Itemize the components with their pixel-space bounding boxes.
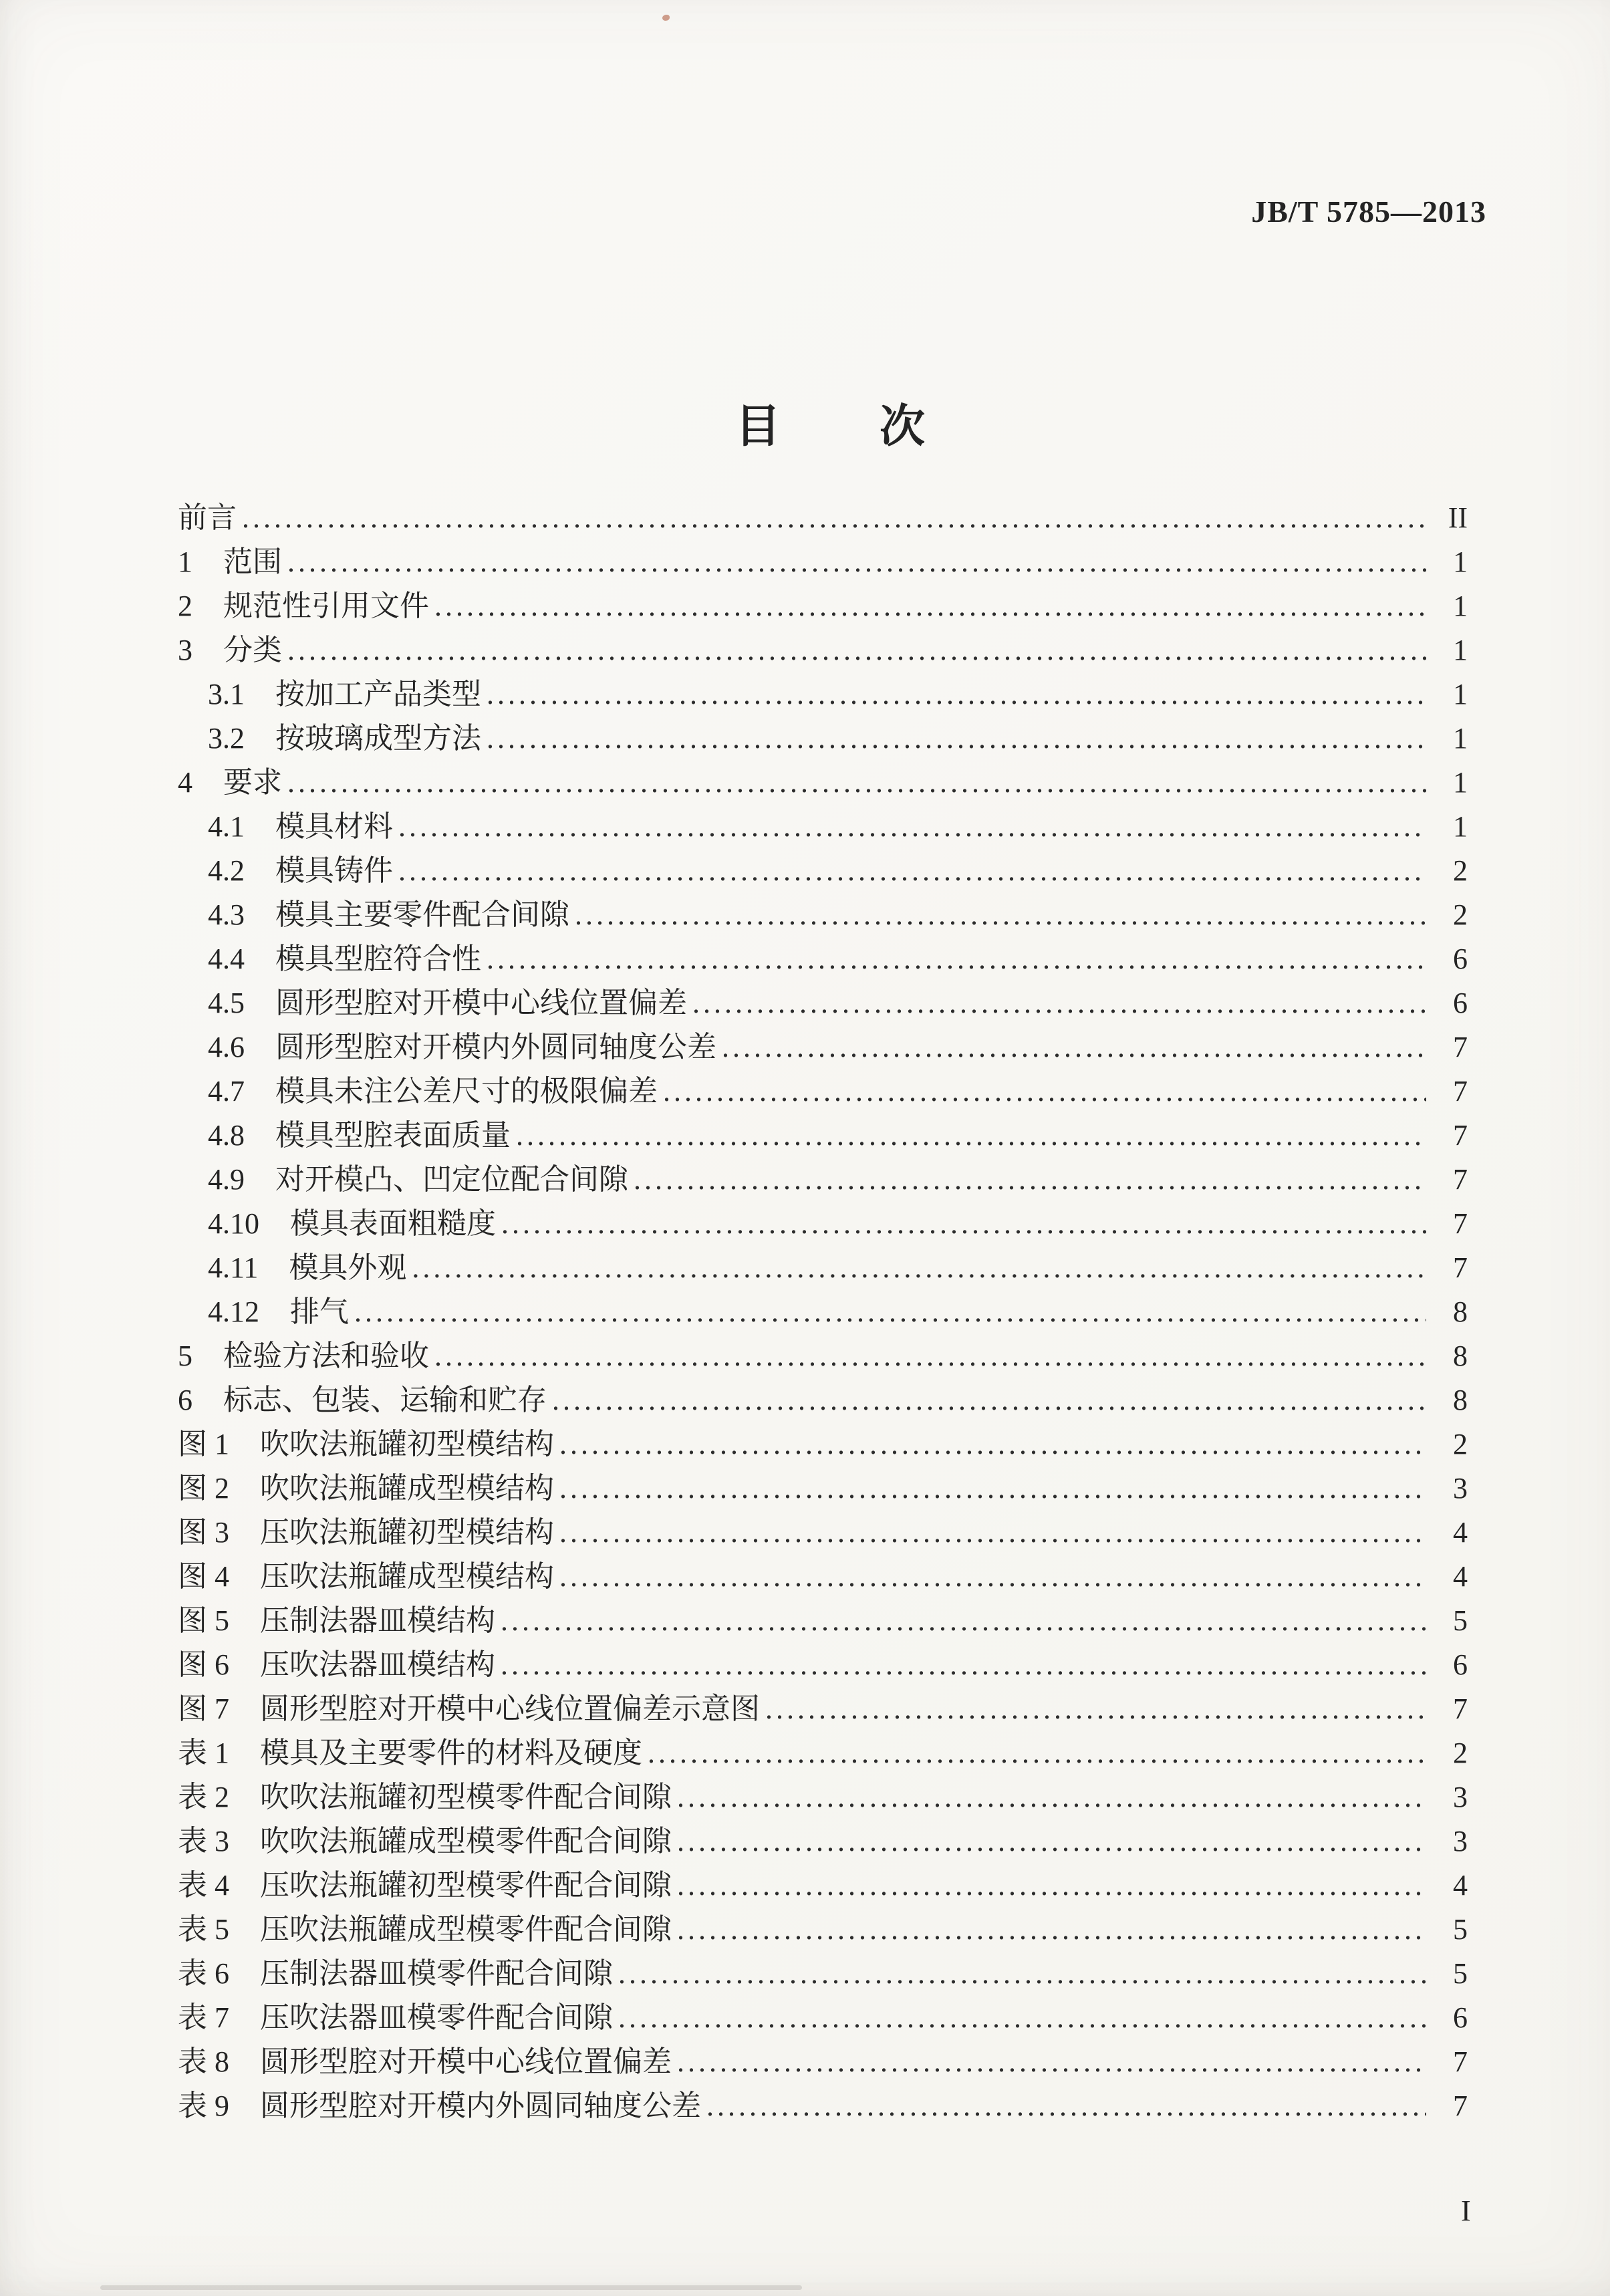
toc-entry-label: 圆形型腔对开模中心线位置偏差 [275, 987, 687, 1019]
toc-entry-page: 2 [1453, 1428, 1468, 1460]
toc-entry-number: 表 4 [178, 1869, 229, 1902]
toc-entry-number: 图 4 [178, 1560, 229, 1593]
toc-entry-page: 3 [1453, 1472, 1468, 1505]
toc-entry [178, 1334, 1468, 1378]
toc-entry [178, 981, 1468, 1025]
toc-entry-page: 2 [1453, 1737, 1468, 1769]
dot-leader [706, 2084, 1426, 2128]
toc-entry-number: 表 1 [178, 1737, 229, 1769]
toc-entry-label: 模具材料 [275, 810, 393, 843]
toc-entry-page: 7 [1453, 1207, 1468, 1240]
toc-entry [178, 1643, 1468, 1687]
toc-entry-page: 1 [1453, 722, 1468, 755]
toc-entry [178, 1687, 1468, 1731]
toc-entry-page: 1 [1453, 590, 1468, 622]
dot-leader [287, 628, 1426, 672]
toc-entry [178, 1731, 1468, 1775]
toc-entry [178, 1025, 1468, 1069]
toc-entry-page: 7 [1453, 1075, 1468, 1108]
toc-entry-number: 表 9 [178, 2089, 229, 2122]
toc-entry [178, 1511, 1468, 1555]
dot-leader [648, 1731, 1426, 1775]
dot-leader [487, 672, 1426, 717]
toc-entry-page: 8 [1453, 1340, 1468, 1372]
dot-leader [559, 1422, 1426, 1466]
dot-leader [559, 1466, 1426, 1511]
dot-leader [434, 1334, 1426, 1378]
dot-leader [677, 1908, 1426, 1952]
dot-leader [692, 981, 1426, 1025]
toc-entry [178, 1908, 1468, 1952]
dot-leader [663, 1069, 1426, 1114]
dot-leader [287, 540, 1426, 584]
toc-entry-label: 排气 [290, 1295, 349, 1328]
dot-leader [634, 1158, 1426, 1202]
toc-entry-label: 压制法器皿模结构 [260, 1604, 495, 1637]
toc-entry-label: 分类 [223, 634, 282, 666]
toc-entry-number: 4.2 [208, 854, 245, 887]
toc-entry-page: 7 [1453, 1163, 1468, 1196]
toc-entry-page: 5 [1453, 1913, 1468, 1946]
toc-entry-number: 表 5 [178, 1913, 229, 1946]
toc-entry-label: 模具型腔表面质量 [275, 1119, 511, 1152]
toc-entry [178, 1555, 1468, 1599]
dot-leader [575, 893, 1426, 937]
toc-entry-number: 图 7 [178, 1692, 229, 1725]
dot-leader [552, 1378, 1426, 1422]
dot-leader [677, 1819, 1426, 1864]
toc-entry [178, 1775, 1468, 1819]
toc-entry-label: 要求 [223, 766, 282, 799]
dot-leader [434, 584, 1426, 628]
toc-entry [178, 937, 1468, 981]
toc-entry [178, 1246, 1468, 1290]
dot-leader [722, 1025, 1426, 1069]
dot-leader [242, 496, 1426, 540]
toc-entry-page: 5 [1453, 1604, 1468, 1637]
toc-entry-label: 规范性引用文件 [223, 590, 429, 622]
toc-entry [178, 717, 1468, 761]
toc-entry [178, 1422, 1468, 1466]
toc-entry-number: 3.1 [208, 678, 245, 711]
toc-entry [178, 761, 1468, 805]
toc-entry-number: 4.10 [208, 1207, 259, 1240]
dot-leader [487, 937, 1426, 981]
toc-entry-number: 4.4 [208, 942, 245, 975]
dot-leader [677, 1775, 1426, 1819]
toc-entry [178, 1378, 1468, 1422]
toc-entry [178, 672, 1468, 717]
dot-leader [765, 1687, 1426, 1731]
toc-entry-number: 表 8 [178, 2045, 229, 2078]
toc-entry-label: 模具外观 [289, 1251, 407, 1284]
toc-entry-label: 检验方法和验收 [223, 1340, 429, 1372]
toc-entry-number: 表 7 [178, 2001, 229, 2034]
toc-entry-label: 压吹法瓶罐初型模零件配合间隙 [260, 1869, 672, 1902]
toc-entry-number: 4.3 [208, 898, 245, 931]
toc-entry-label: 按加工产品类型 [275, 678, 481, 711]
toc-entry [178, 2084, 1468, 2128]
standard-doc-number: JB/T 5785—2013 [1251, 195, 1486, 229]
dot-leader [559, 1511, 1426, 1555]
toc-entry-page: 1 [1453, 634, 1468, 666]
toc-entry-page: 3 [1453, 1825, 1468, 1858]
toc-entry [178, 2040, 1468, 2084]
toc-entry-label: 压吹法瓶罐成型模零件配合间隙 [260, 1913, 672, 1946]
toc-entry-label: 模具铸件 [275, 854, 393, 887]
toc-entry-number: 4.1 [208, 810, 245, 843]
toc-entry [178, 1466, 1468, 1511]
toc-entry-page: 3 [1453, 1781, 1468, 1813]
dot-leader [412, 1246, 1426, 1290]
toc-entry-number: 6 [178, 1384, 192, 1416]
toc-entry-number: 表 6 [178, 1957, 229, 1990]
toc-entry-number: 4.8 [208, 1119, 245, 1152]
toc-entry-label: 压吹法瓶罐成型模结构 [260, 1560, 554, 1593]
toc-entry [178, 1114, 1468, 1158]
dot-leader [677, 2040, 1426, 2084]
toc-entry [178, 1952, 1468, 1996]
toc-entry-number: 图 3 [178, 1516, 229, 1549]
toc-entry-page: 5 [1453, 1957, 1468, 1990]
toc-entry-page: 1 [1453, 545, 1468, 578]
toc-entry-label: 圆形型腔对开模内外圆同轴度公差 [275, 1031, 716, 1063]
toc-entry-number: 4.12 [208, 1295, 259, 1328]
toc-entry-page: 7 [1453, 1692, 1468, 1725]
toc-entry-number: 图 5 [178, 1604, 229, 1637]
toc-entry-page: 7 [1453, 1119, 1468, 1152]
toc-entry [178, 849, 1468, 893]
toc-entry-page: 7 [1453, 2089, 1468, 2122]
toc-entry-label: 压制法器皿模零件配合间隙 [260, 1957, 613, 1990]
toc-entry-number: 4.6 [208, 1031, 245, 1063]
toc-entry [178, 1158, 1468, 1202]
toc-entry-label: 模具未注公差尺寸的极限偏差 [275, 1075, 658, 1108]
toc-entry [178, 805, 1468, 849]
toc-entry-page: 6 [1453, 942, 1468, 975]
toc-entry-label: 压吹法器皿模零件配合间隙 [260, 2001, 613, 2034]
toc-entry-page: 6 [1453, 1648, 1468, 1681]
dot-leader [618, 1952, 1426, 1996]
toc-entry-number: 4.9 [208, 1163, 245, 1196]
toc-entry-number: 3 [178, 634, 192, 666]
toc-entry-number: 1 [178, 545, 192, 578]
toc-entry-page: 6 [1453, 2001, 1468, 2034]
toc-entry-label: 圆形型腔对开模中心线位置偏差示意图 [260, 1692, 760, 1725]
dot-leader [501, 1643, 1426, 1687]
toc-entry-label: 标志、包装、运输和贮存 [223, 1384, 547, 1416]
toc-entry-label: 压吹法器皿模结构 [260, 1648, 495, 1681]
toc-entry [178, 1819, 1468, 1864]
toc-entry-label: 吹吹法瓶罐初型模结构 [260, 1428, 554, 1460]
toc-entry [178, 893, 1468, 937]
toc-entry-page: II [1448, 501, 1468, 534]
dot-leader [559, 1555, 1426, 1599]
dot-leader [398, 849, 1426, 893]
dot-leader [501, 1202, 1426, 1246]
toc-entry-label: 对开模凸、凹定位配合间隙 [275, 1163, 628, 1196]
toc-entry [178, 628, 1468, 672]
dot-leader [487, 717, 1426, 761]
toc-entry [178, 1864, 1468, 1908]
toc-entry-number: 4.7 [208, 1075, 245, 1108]
toc-entry-number: 5 [178, 1340, 192, 1372]
toc-entry [178, 1290, 1468, 1334]
toc-entry-page: 6 [1453, 987, 1468, 1019]
toc-entry [178, 540, 1468, 584]
page-number: I [1461, 2194, 1471, 2227]
dot-leader [287, 761, 1426, 805]
toc-entry-label: 吹吹法瓶罐成型模零件配合间隙 [260, 1825, 672, 1858]
toc-entry-label: 模具主要零件配合间隙 [275, 898, 569, 931]
toc-entry-label: 前言 [178, 501, 237, 534]
toc-entry-label: 模具型腔符合性 [275, 942, 481, 975]
toc-entry-label: 吹吹法瓶罐成型模结构 [260, 1472, 554, 1505]
toc-entry-label: 范围 [223, 545, 282, 578]
toc-entry-number: 4.5 [208, 987, 245, 1019]
toc-entry-number: 3.2 [208, 722, 245, 755]
toc-entry-page: 8 [1453, 1384, 1468, 1416]
toc-entry-number: 表 3 [178, 1825, 229, 1858]
toc-entry-number: 图 6 [178, 1648, 229, 1681]
toc-entry-number: 图 2 [178, 1472, 229, 1505]
dot-leader [354, 1290, 1426, 1334]
red-ink-speck [662, 15, 670, 21]
toc-entry-label: 吹吹法瓶罐初型模零件配合间隙 [260, 1781, 672, 1813]
toc-entry-page: 2 [1453, 854, 1468, 887]
toc-entry-page: 4 [1453, 1869, 1468, 1902]
toc-entry-label: 模具表面粗糙度 [290, 1207, 496, 1240]
toc-entry-page: 2 [1453, 898, 1468, 931]
toc-entry [178, 1996, 1468, 2040]
toc-entry-page: 8 [1453, 1295, 1468, 1328]
toc-entry-number: 4.11 [208, 1251, 259, 1284]
dot-leader [398, 805, 1426, 849]
toc-entry [178, 496, 1468, 540]
dot-leader [618, 1996, 1426, 2040]
toc-entry-number: 图 1 [178, 1428, 229, 1460]
dot-leader [501, 1599, 1426, 1643]
toc-entry [178, 1069, 1468, 1114]
toc-entry [178, 1202, 1468, 1246]
toc-entry-page: 4 [1453, 1560, 1468, 1593]
toc-entry-page: 1 [1453, 810, 1468, 843]
toc-entry-label: 圆形型腔对开模内外圆同轴度公差 [260, 2089, 701, 2122]
toc-entry-number: 表 2 [178, 1781, 229, 1813]
toc-entry-label: 按玻璃成型方法 [275, 722, 481, 755]
page-title: 目 次 [734, 400, 952, 452]
dot-leader [516, 1114, 1426, 1158]
toc-entry-page: 7 [1453, 2045, 1468, 2078]
scan-smudge [100, 2285, 802, 2290]
toc-entry-page: 1 [1453, 766, 1468, 799]
toc-entry-label: 模具及主要零件的材料及硬度 [260, 1737, 642, 1769]
table-of-contents [178, 496, 1468, 2128]
toc-entry-page: 7 [1453, 1031, 1468, 1063]
toc-entry [178, 584, 1468, 628]
toc-entry-page: 1 [1453, 678, 1468, 711]
dot-leader [677, 1864, 1426, 1908]
toc-entry-number: 4 [178, 766, 192, 799]
toc-entry-label: 压吹法瓶罐初型模结构 [260, 1516, 554, 1549]
toc-entry-page: 4 [1453, 1516, 1468, 1549]
toc-entry [178, 1599, 1468, 1643]
toc-entry-label: 圆形型腔对开模中心线位置偏差 [260, 2045, 672, 2078]
toc-entry-number: 2 [178, 590, 192, 622]
toc-entry-page: 7 [1453, 1251, 1468, 1284]
